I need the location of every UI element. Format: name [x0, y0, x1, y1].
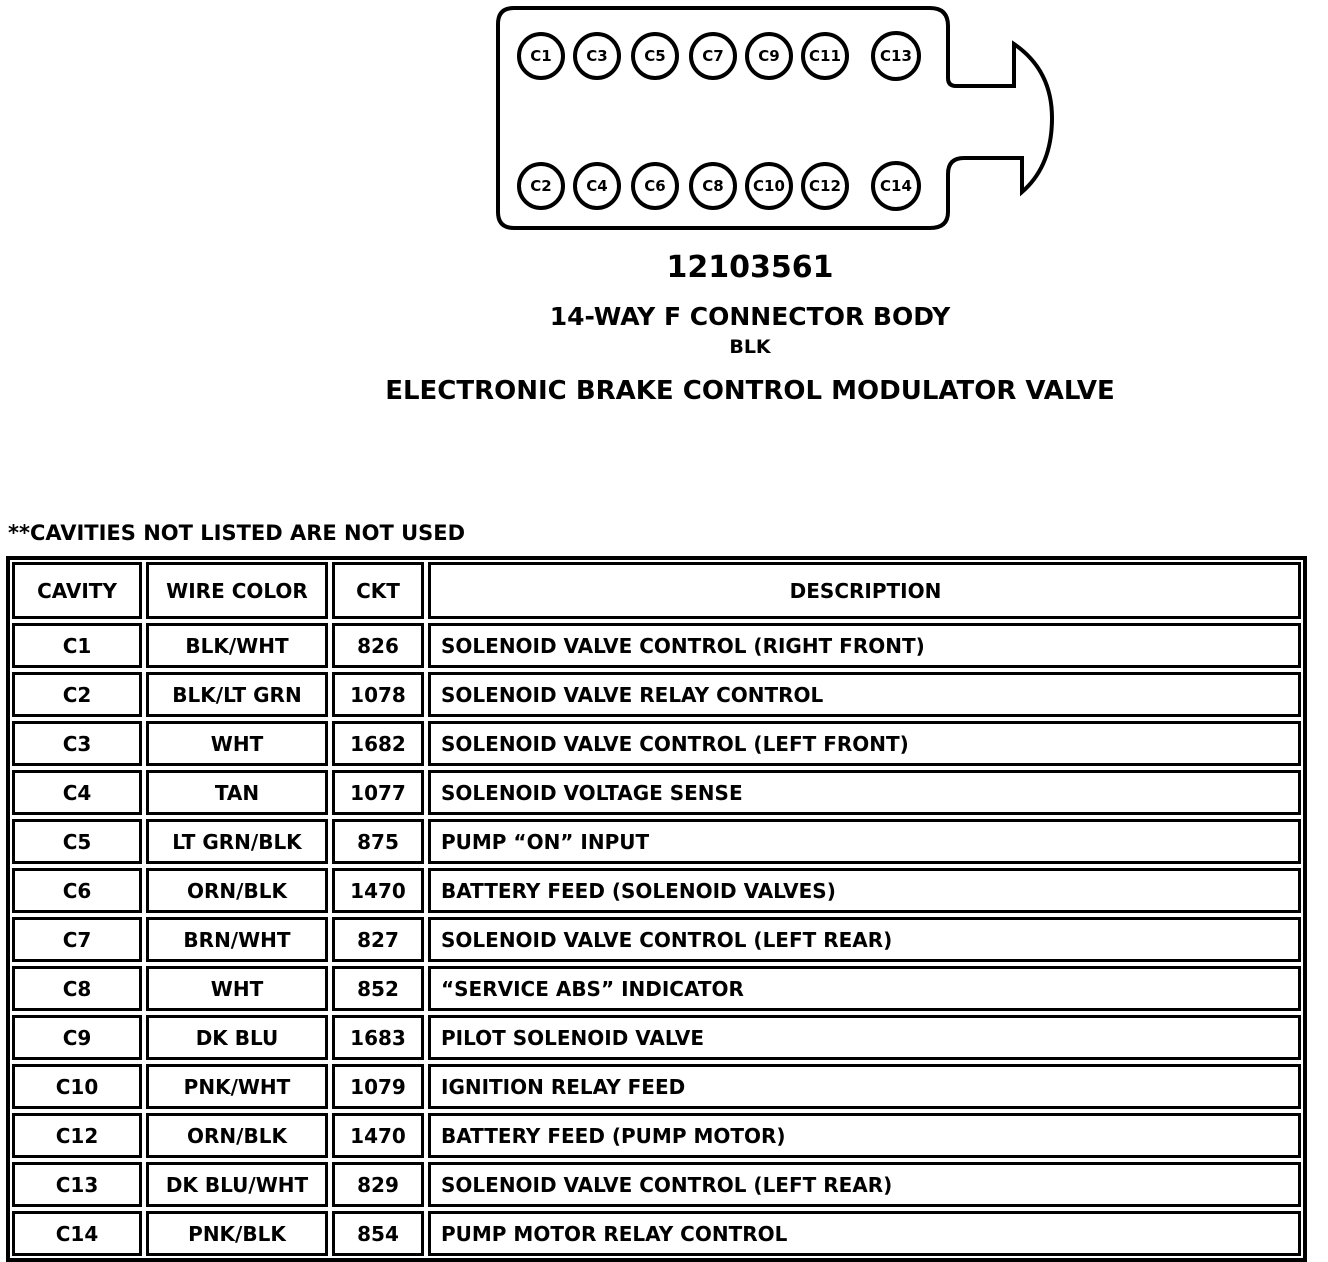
cell-wire-color: ORN/BLK: [146, 1113, 328, 1158]
pin-label-c3: C3: [586, 47, 608, 65]
cell-ckt: 854: [332, 1211, 424, 1256]
cell-description: PILOT SOLENOID VALVE: [428, 1015, 1301, 1060]
cell-cavity: C4: [12, 770, 142, 815]
cell-description: “SERVICE ABS” INDICATOR: [428, 966, 1301, 1011]
table-row: [12, 770, 1301, 815]
table-row: [12, 868, 1301, 913]
cell-ckt: 829: [332, 1162, 424, 1207]
table-row: [12, 1064, 1301, 1109]
cell-cavity: C9: [12, 1015, 142, 1060]
cell-cavity: C12: [12, 1113, 142, 1158]
header-ckt: CKT: [332, 562, 424, 619]
cell-ckt: 1078: [332, 672, 424, 717]
pin-label-c6: C6: [644, 177, 666, 195]
pin-label-c5: C5: [644, 47, 666, 65]
cell-cavity: C8: [12, 966, 142, 1011]
cell-ckt: 1470: [332, 868, 424, 913]
table-header-row: [12, 562, 1301, 619]
connector-body-description: 14-WAY F CONNECTOR BODY: [549, 302, 951, 331]
cell-cavity: C10: [12, 1064, 142, 1109]
cell-wire-color: DK BLU/WHT: [146, 1162, 328, 1207]
cell-wire-color: TAN: [146, 770, 328, 815]
cell-ckt: 852: [332, 966, 424, 1011]
header-description: DESCRIPTION: [428, 562, 1301, 619]
cell-description: SOLENOID VALVE CONTROL (LEFT FRONT): [428, 721, 1301, 766]
pin-label-c11: C11: [809, 47, 841, 65]
cell-description: SOLENOID VALVE CONTROL (LEFT REAR): [428, 917, 1301, 962]
cell-ckt: 1077: [332, 770, 424, 815]
cell-wire-color: LT GRN/BLK: [146, 819, 328, 864]
cell-wire-color: PNK/WHT: [146, 1064, 328, 1109]
header-cavity: CAVITY: [12, 562, 142, 619]
cell-cavity: C2: [12, 672, 142, 717]
pin-label-c10: C10: [753, 177, 785, 195]
cell-cavity: C7: [12, 917, 142, 962]
pin-row-bottom: [519, 163, 919, 209]
table-row: [12, 1113, 1301, 1158]
cell-description: PUMP “ON” INPUT: [428, 819, 1301, 864]
pinout-table: [6, 556, 1307, 1262]
cell-ckt: 1470: [332, 1113, 424, 1158]
part-number: 12103561: [666, 250, 834, 285]
cell-description: IGNITION RELAY FEED: [428, 1064, 1301, 1109]
cell-ckt: 826: [332, 623, 424, 668]
cell-cavity: C5: [12, 819, 142, 864]
cell-ckt: 1682: [332, 721, 424, 766]
cell-wire-color: BRN/WHT: [146, 917, 328, 962]
cell-wire-color: WHT: [146, 966, 328, 1011]
unused-cavities-note: **CAVITIES NOT LISTED ARE NOT USED: [8, 521, 466, 545]
table-row: [12, 721, 1301, 766]
cell-cavity: C13: [12, 1162, 142, 1207]
header-wire-color: WIRE COLOR: [146, 562, 328, 619]
pin-label-c4: C4: [586, 177, 608, 195]
cell-description: SOLENOID VALVE RELAY CONTROL: [428, 672, 1301, 717]
pin-label-c8: C8: [702, 177, 724, 195]
cell-cavity: C6: [12, 868, 142, 913]
cell-description: PUMP MOTOR RELAY CONTROL: [428, 1211, 1301, 1256]
table-row: [12, 917, 1301, 962]
cell-cavity: C3: [12, 721, 142, 766]
table-row: [12, 623, 1301, 668]
pin-label-c1: C1: [530, 47, 552, 65]
connector-face-diagram: [0, 0, 1328, 240]
cell-ckt: 875: [332, 819, 424, 864]
cell-ckt: 827: [332, 917, 424, 962]
cell-wire-color: BLK/WHT: [146, 623, 328, 668]
cell-ckt: 1683: [332, 1015, 424, 1060]
pin-label-c13: C13: [880, 47, 912, 65]
table-row: [12, 1015, 1301, 1060]
pin-label-c9: C9: [758, 47, 780, 65]
cell-description: SOLENOID VOLTAGE SENSE: [428, 770, 1301, 815]
connector-color: BLK: [729, 336, 771, 358]
cell-description: BATTERY FEED (PUMP MOTOR): [428, 1113, 1301, 1158]
table-row: [12, 1211, 1301, 1256]
cell-cavity: C14: [12, 1211, 142, 1256]
pin-row-top: [519, 33, 919, 79]
table-row: [12, 966, 1301, 1011]
table-row: [12, 1162, 1301, 1207]
cell-wire-color: DK BLU: [146, 1015, 328, 1060]
cell-description: SOLENOID VALVE CONTROL (LEFT REAR): [428, 1162, 1301, 1207]
pin-label-c14: C14: [880, 177, 912, 195]
cell-wire-color: ORN/BLK: [146, 868, 328, 913]
table-row: [12, 819, 1301, 864]
component-name: ELECTRONIC BRAKE CONTROL MODULATOR VALVE: [385, 376, 1115, 406]
cell-ckt: 1079: [332, 1064, 424, 1109]
cell-wire-color: BLK/LT GRN: [146, 672, 328, 717]
cell-description: BATTERY FEED (SOLENOID VALVES): [428, 868, 1301, 913]
cell-wire-color: PNK/BLK: [146, 1211, 328, 1256]
table-row: [12, 672, 1301, 717]
cell-wire-color: WHT: [146, 721, 328, 766]
pin-label-c7: C7: [702, 47, 724, 65]
pin-label-c2: C2: [530, 177, 552, 195]
cell-cavity: C1: [12, 623, 142, 668]
pin-label-c12: C12: [809, 177, 841, 195]
cell-description: SOLENOID VALVE CONTROL (RIGHT FRONT): [428, 623, 1301, 668]
